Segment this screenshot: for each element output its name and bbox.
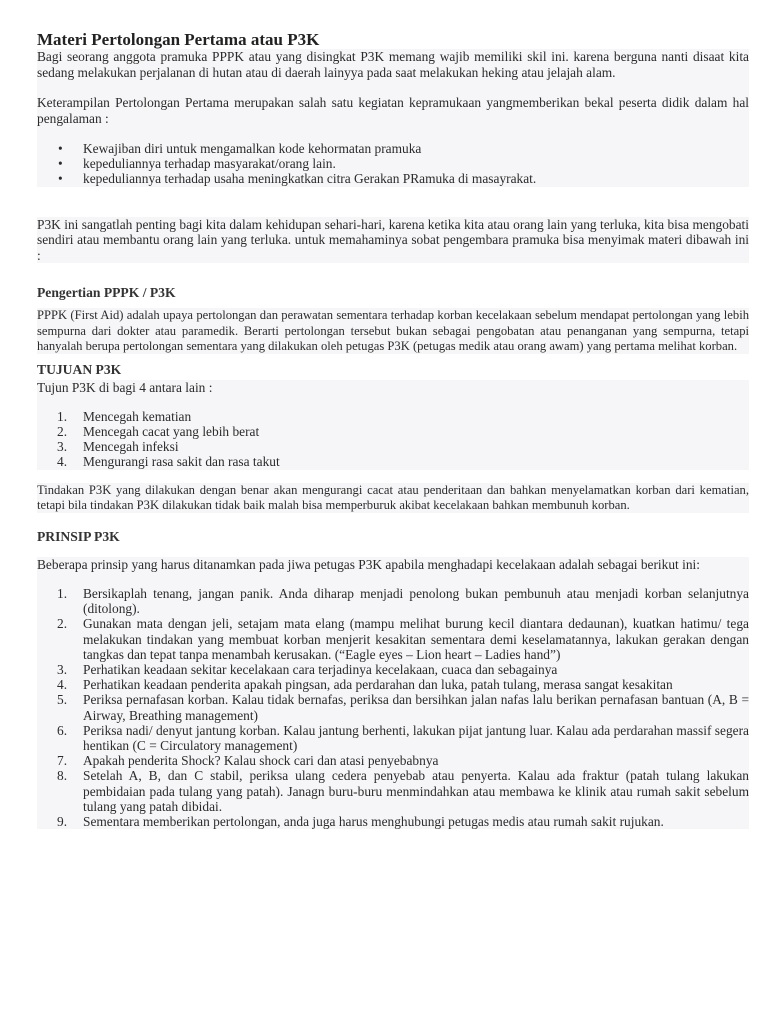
page-title: Materi Pertolongan Pertama atau P3K	[37, 30, 320, 49]
tujuan-closing-section	[37, 483, 749, 514]
prinsip-lead: Beberapa prinsip yang harus ditanamkan pada jiwa petugas P3K apabila menghadapi kecelakaan adalah sebagai berikut ini:	[37, 557, 700, 573]
list-item: 4. Mengurangi rasa sakit dan rasa takut	[57, 454, 280, 470]
list-item: 3. Mencegah infeksi	[57, 439, 179, 455]
article	[37, 30, 749, 829]
prinsip-section	[37, 557, 749, 829]
bullet-icon: •	[58, 156, 63, 172]
bullet-icon: •	[58, 171, 63, 187]
tujuan-list	[37, 409, 749, 470]
intro-paragraph-1: Bagi seorang anggota pramuka PPPK atau yang disingkat P3K memang wajib memiliki skil ini. karena berguna nanti disaat kita sedang melakukan perjalanan di hutan atau di daerah lainyya pada saat melakukan heking atau jelajah alam.	[37, 49, 749, 80]
list-item: 7. Apakah penderita Shock? Kalau shock cari dan atasi penyebabnya	[57, 753, 439, 769]
list-item: 9. Sementara memberikan pertolongan, anda juga harus menghubungi petugas medis atau rumah sakit rujukan.	[57, 814, 664, 829]
list-item: 1. Bersikaplah tenang, jangan panik. Anda diharap menjadi penolong bukan pembunuh atau menjadi korban selanjutnya (ditolong).	[57, 585, 749, 617]
intro-section	[37, 49, 749, 187]
tujuan-closing: Tindakan P3K yang dilakukan dengan benar akan mengurangi cacat atau penderitaan dan bahkan menyelamatkan korban dari kematian, tetapi bila tindakan P3K dilakukan tidak baik malah bisa memperburuk akibat kecelakaan bahkan membunuh korban.	[37, 482, 749, 513]
pengertian-heading: Pengertian PPPK / P3K	[37, 285, 176, 301]
list-item: 1. Mencegah kematian	[57, 408, 192, 424]
prinsip-heading: PRINSIP P3K	[37, 529, 120, 545]
list-item: 6. Periksa nadi/ denyut jantung korban. Kalau jantung berhenti, lakukan pijat jantung luar. Kalau ada perdarahan massif segera hentikan (C = Circulatory management)	[57, 722, 749, 753]
pengertian-paragraph: PPPK (First Aid) adalah upaya pertolongan dan perawatan sementara terhadap korban kecelakaan sebelum mendapat pertolongan yang lebih sempurna dari dokter atau paramedik. Berarti pertolongan tersebut bukan sebagai pengobatan atau penanganan yang sempurna, tetapi hanyalah berupa pertolongan sementara yang dilakukan oleh petugas P3K (petugas medik atau orang awam) yang pertama melihat korban.	[37, 308, 749, 353]
importance-paragraph: P3K ini sangatlah penting bagi kita dalam kehidupan sehari-hari, karena ketika kita atau orang lain yang terluka, kita bisa mengobati sendiri atau membantu orang lain yang terluka. untuk memahaminya sobat pengembara pramuka bisa menyimak materi dibawah ini :	[37, 216, 749, 263]
list-item: 3. Perhatikan keadaan sekitar kecelakaan cara terjadinya kecelakaan, cuaca dan sebagainya	[57, 661, 558, 677]
tujuan-heading: TUJUAN P3K	[37, 362, 122, 378]
intro-paragraph-2: Keterampilan Pertolongan Pertama merupakan salah satu kegiatan kepramukaan yangmemberikan bekal peserta didik dalam hal pengalaman :	[37, 95, 749, 126]
pengertian-section	[37, 308, 749, 354]
bullet-icon: •	[58, 141, 63, 156]
bullet-list	[37, 141, 749, 187]
list-item: 2. Gunakan mata dengan jeli, setajam mata elang (mampu melihat burung kecil diantara dedaunan), kuatkan hatimu/ tega melakukan tindakan yang membuat korban menjerit kesakitan sementara demi keselamatannya, lakukan gerakan dengan tangkas dan tepat tanpa menambah kerusakan. (“Eagle eyes – Lion heart – Ladies hand”)	[57, 616, 749, 662]
tujuan-section	[37, 380, 749, 469]
list-item: 5. Periksa pernafasan korban. Kalau tidak bernafas, periksa dan bersihkan jalan nafas lalu berikan pernafasan bantuan (A, B = Airway, Breathing management)	[57, 692, 749, 723]
list-item: • Kewajiban diri untuk mengamalkan kode kehormatan pramuka	[58, 141, 422, 156]
importance-section	[37, 217, 749, 264]
prinsip-list	[37, 586, 749, 829]
list-item: 4. Perhatikan keadaan penderita apakah pingsan, ada perdarahan dan luka, patah tulang, merasa sangat kesakitan	[57, 677, 673, 693]
list-item: 2. Mencegah cacat yang lebih berat	[57, 424, 260, 440]
list-item: • kepeduliannya terhadap usaha meningkatkan citra Gerakan PRamuka di masayrakat.	[58, 171, 537, 187]
tujuan-lead: Tujun P3K di bagi 4 antara lain :	[37, 380, 213, 396]
list-item: 8. Setelah A, B, dan C stabil, periksa ulang cedera penyebab atau penyerta. Kalau ada fraktur (patah tulang lakukan pembidaian pada tulang yang patah). Janagn buru-buru menmindahkan atau membawa ke klinik atau rumah sakit sebelum tulang yang patah dibidai.	[57, 768, 749, 814]
list-item: • kepeduliannya terhadap masyarakat/orang lain.	[58, 156, 336, 172]
